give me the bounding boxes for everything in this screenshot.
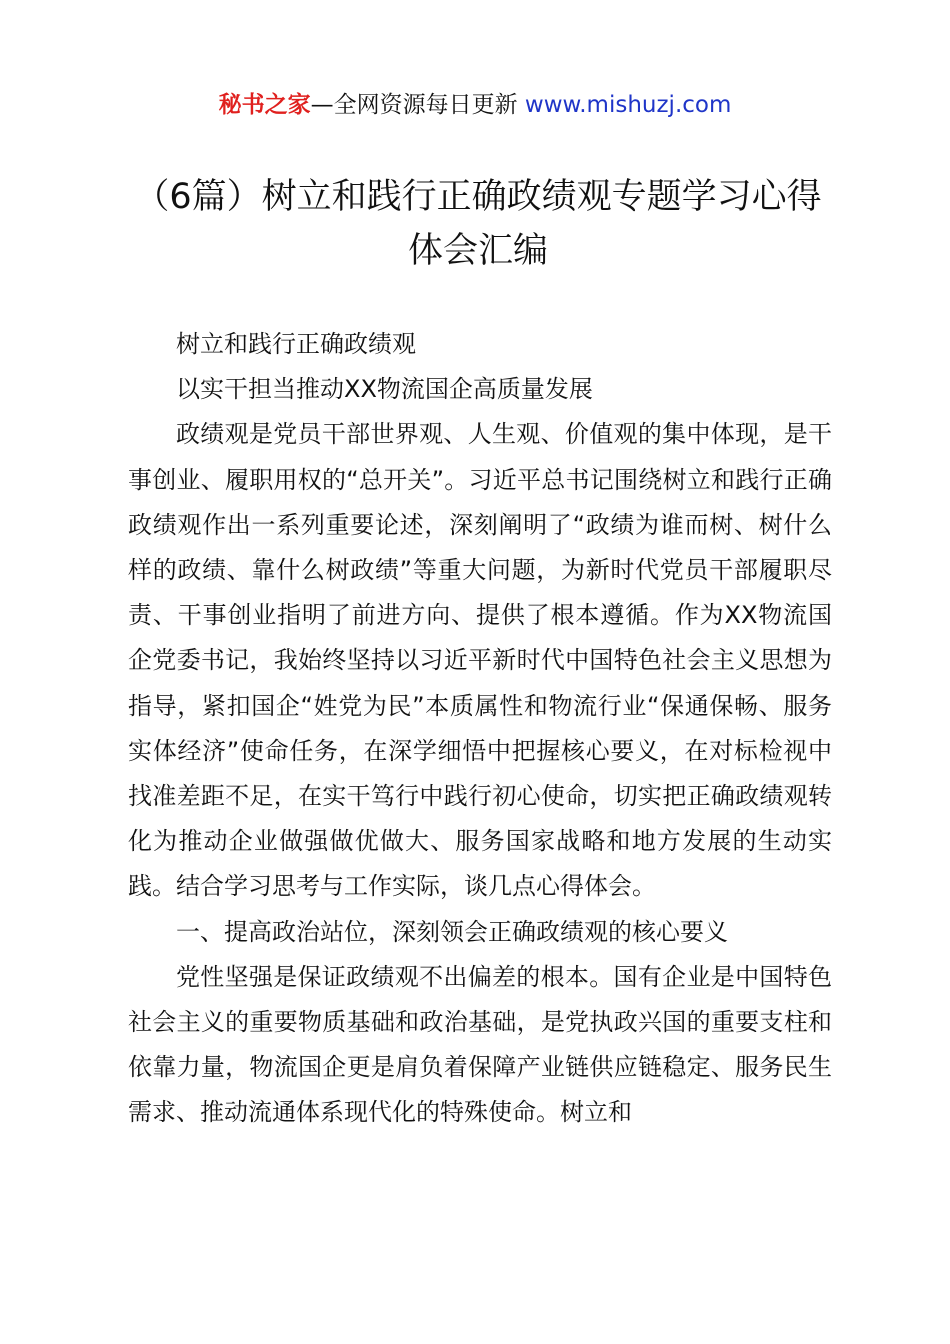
paragraph-2: 党性坚强是保证政绩观不出偏差的根本。国有企业是中国特色社会主义的重要物质基础和政治基础，是党执政兴国的重要支柱和依靠力量，物流国企更是肩负着保障产业链供应链稳定、服务民生需求、推动流通体系现代化的特殊使命。树立和 bbox=[128, 962, 832, 1127]
site-url-link[interactable]: www.mishuzj.com bbox=[524, 92, 732, 118]
site-header bbox=[0, 88, 950, 122]
document-title: （6篇）树立和践行正确政绩观专题学习心得体会汇编 bbox=[134, 177, 822, 271]
paragraph-1: 政绩观是党员干部世界观、人生观、价值观的集中体现，是干事创业、履职用权的“总开关”。习近平总书记围绕树立和践行正确政绩观作出一系列重要论述，深刻阐明了“政绩为谁而树、树什么样的政绩、靠什么树政绩”等重大问题，为新时代党员干部履职尽责、干事创业指明了前进方向、提供了根本遵循。作为XX物流国企党委书记，我始终坚持以习近平新时代中国特色社会主义思想为指导，紧扣国企“姓党为民”本质属性和物流行业“保通保畅、服务实体经济”使命任务，在深学细悟中把握核心要义，在对标检视中找准差距不足，在实干笃行中践行初心使命，切实把正确政绩观转化为推动企业做强做优做大、服务国家战略和地方发展的生动实践。结合学习思考与工作实际，谈几点心得体会。 bbox=[128, 420, 832, 901]
site-brand: 秘书之家 bbox=[218, 92, 311, 118]
subtitle-1: 树立和践行正确政绩观 bbox=[176, 330, 416, 358]
site-slogan: —全网资源每日更新 bbox=[310, 92, 518, 118]
section-1-heading: 一、提高政治站位，深刻领会正确政绩观的核心要义 bbox=[176, 917, 728, 946]
document-body bbox=[128, 322, 832, 1136]
subtitle-2: 以实干担当推动XX物流国企高质量发展 bbox=[176, 375, 593, 404]
